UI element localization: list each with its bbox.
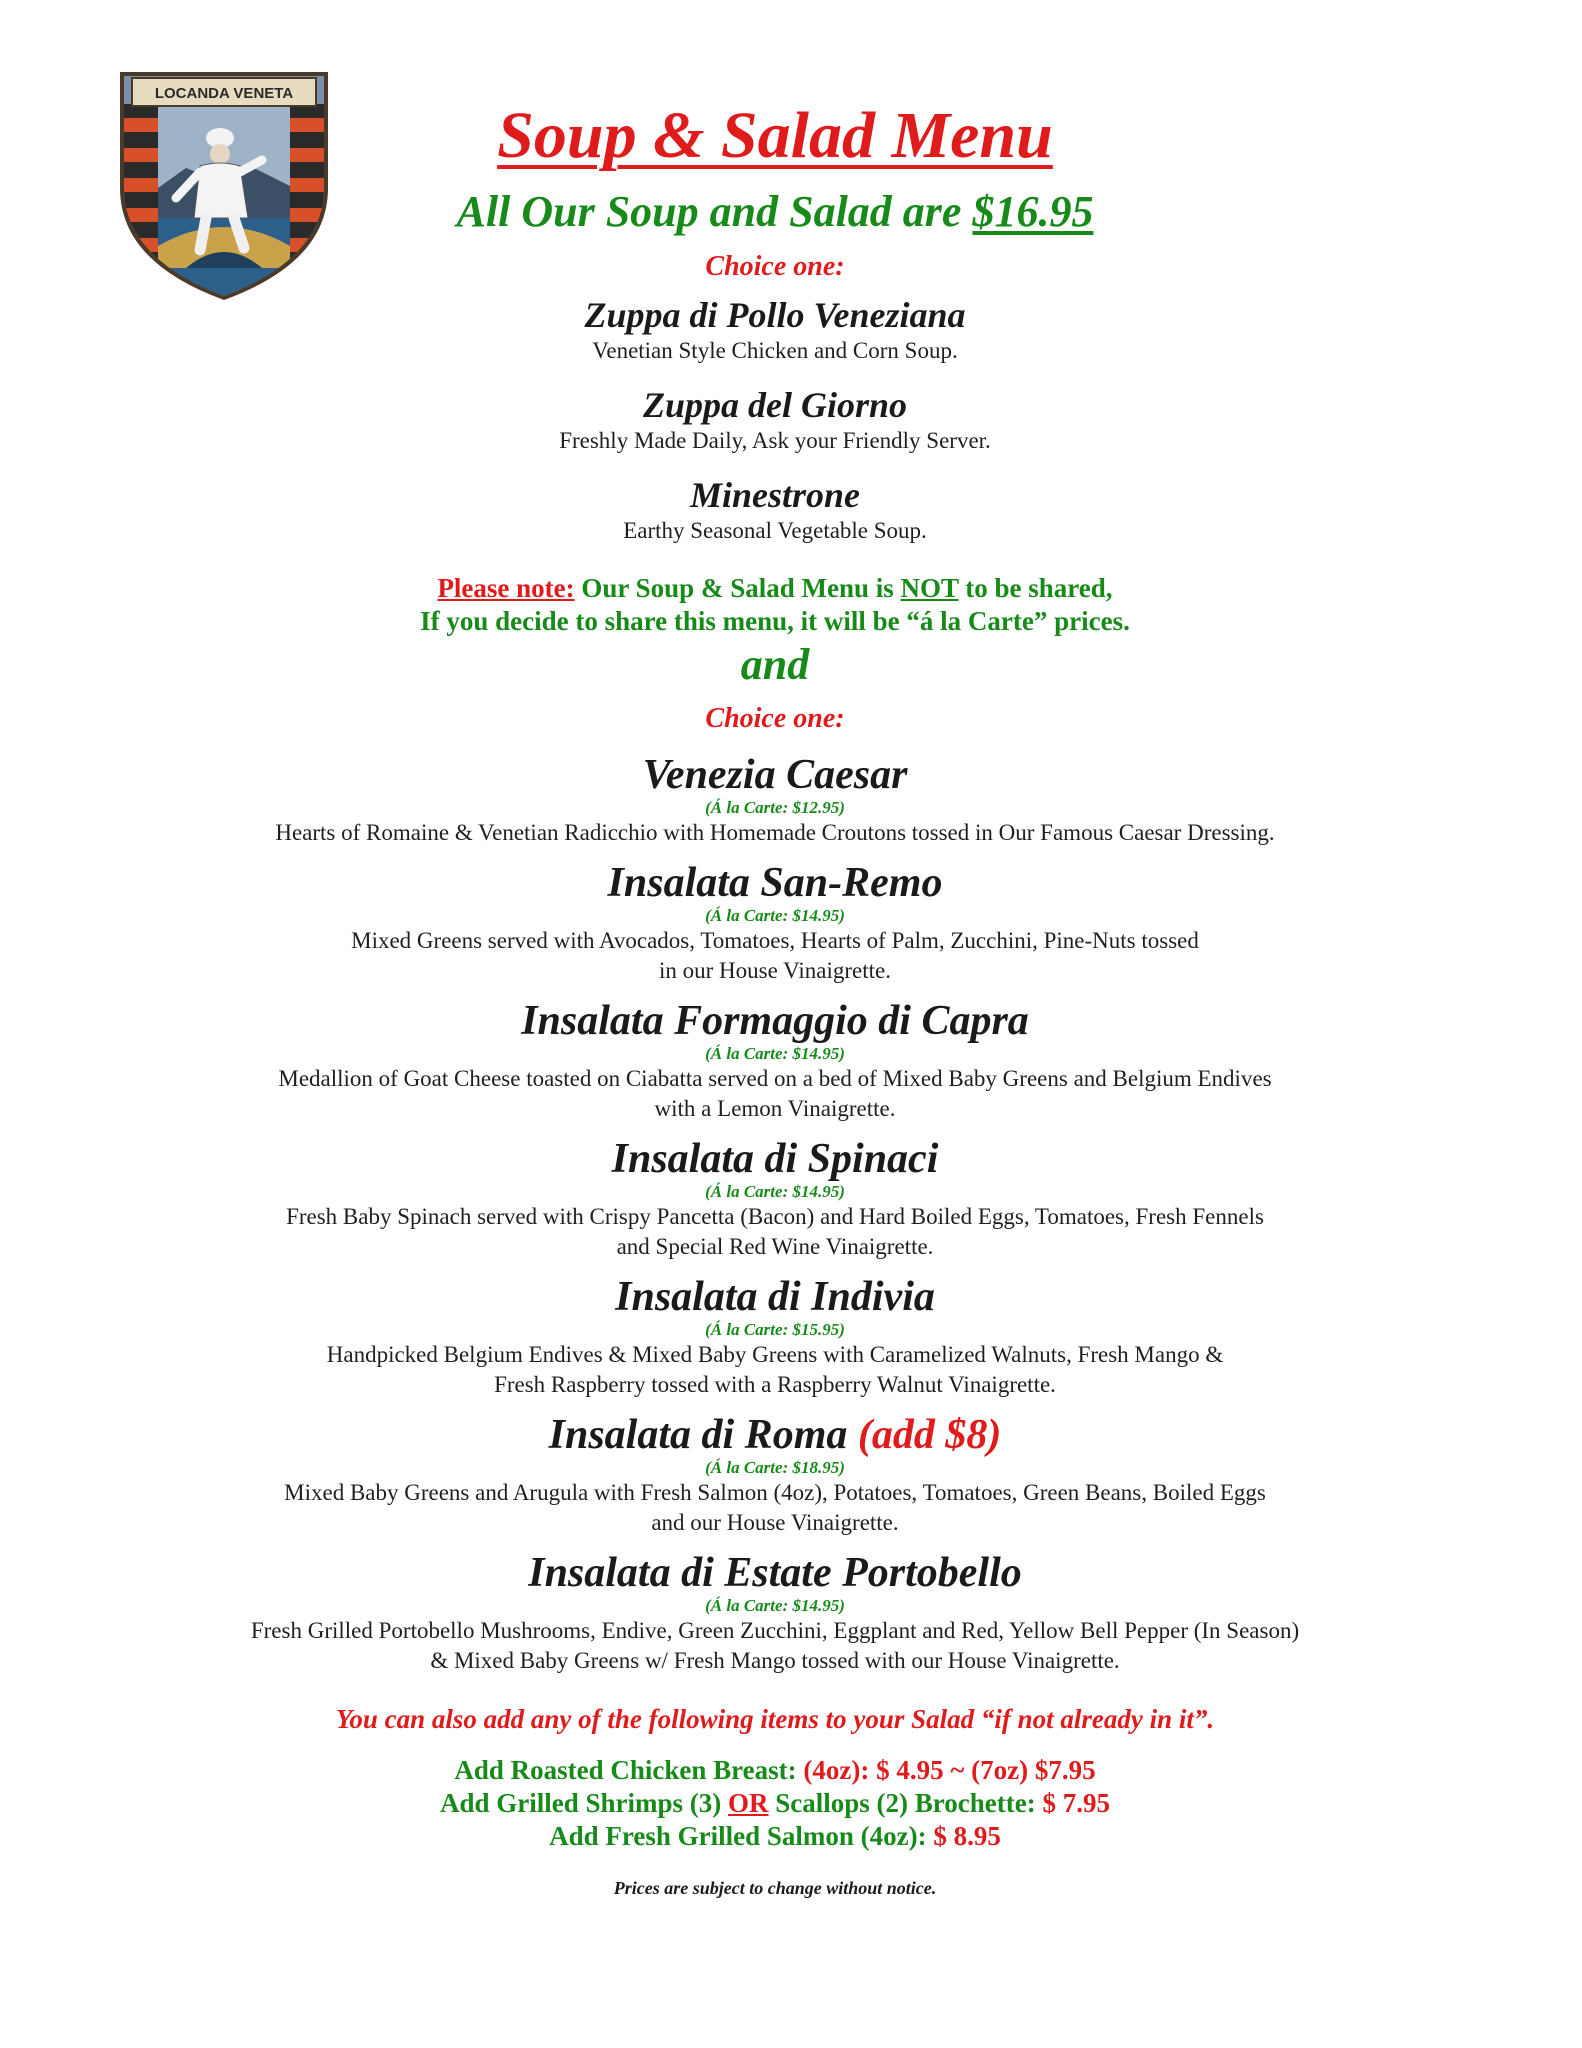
salad-desc: Fresh Grilled Portobello Mushrooms, Endive, Green Zucchini, Eggplant and Red, Yellow Bell Pepper (In Season)	[250, 1618, 1300, 1643]
addon-price: $ 7.95	[1042, 1788, 1110, 1818]
alacarte-price	[80, 798, 1470, 818]
alacarte-value: : $12.95)	[782, 798, 845, 817]
alacarte-label: (Á la Carte	[705, 1458, 783, 1477]
alacarte-value: : $15.95)	[782, 1320, 845, 1339]
salad-name-text: Venezia Caesar	[642, 752, 908, 798]
menu-content	[80, 96, 1470, 1899]
note-text-b: to be shared,	[958, 573, 1113, 603]
addon-shrimp-scallops	[80, 1787, 1470, 1820]
salad-name-text: Insalata San-Remo	[607, 860, 943, 906]
addon-label: Add Fresh Grilled Salmon (4oz):	[549, 1821, 934, 1851]
soup-desc: Venetian Style Chicken and Corn Soup.	[592, 338, 958, 363]
alacarte-label: (Á la Carte	[705, 1182, 783, 1201]
and-label: and	[740, 640, 810, 689]
salad-item	[80, 1550, 1470, 1676]
addon-label: Add Grilled Shrimps (3)	[439, 1788, 729, 1818]
soup-item	[80, 384, 1470, 456]
note-not: NOT	[900, 573, 959, 603]
salad-name	[80, 998, 1470, 1044]
salad-desc: Mixed Baby Greens and Arugula with Fresh Salmon (4oz), Potatoes, Tomatoes, Green Beans, Boiled Eggs	[284, 1480, 1266, 1505]
salad-desc: Fresh Raspberry tossed with a Raspberry Walnut Vinaigrette.	[494, 1372, 1056, 1397]
addons-list	[80, 1754, 1470, 1853]
salad-extra-charge: (add $8)	[847, 1412, 1002, 1458]
alacarte-value: : $14.95)	[782, 906, 845, 925]
alacarte-price	[80, 1596, 1470, 1616]
alacarte-value: : $18.95)	[782, 1458, 845, 1477]
alacarte-label: (Á la Carte	[705, 1044, 783, 1063]
salad-name	[80, 1274, 1470, 1320]
subtitle-price: $16.95	[972, 187, 1094, 236]
alacarte-value: : $14.95)	[782, 1182, 845, 1201]
salad-name	[80, 752, 1470, 798]
salad-item	[80, 752, 1470, 848]
salad-desc: Fresh Baby Spinach served with Crispy Pancetta (Bacon) and Hard Boiled Eggs, Tomatoes, Fresh Fennels	[286, 1204, 1264, 1229]
salad-desc: Medallion of Goat Cheese toasted on Ciabatta served on a bed of Mixed Baby Greens and Belgium Endives	[278, 1066, 1272, 1091]
alacarte-price	[80, 1044, 1470, 1064]
salad-desc: Hearts of Romaine & Venetian Radicchio with Homemade Croutons tossed in Our Famous Caesar Dressing.	[275, 820, 1275, 845]
alacarte-label: (Á la Carte	[705, 1596, 783, 1615]
soup-desc: Freshly Made Daily, Ask your Friendly Server.	[559, 428, 991, 453]
salad-name-text: Insalata Formaggio di Capra	[521, 998, 1029, 1044]
salad-name-text: Insalata di Indivia	[615, 1274, 935, 1320]
soup-name: Zuppa del Giorno	[642, 385, 908, 425]
salad-item	[80, 860, 1470, 986]
note-label: Please note:	[437, 573, 575, 603]
alacarte-price	[80, 1182, 1470, 1202]
addon-salmon	[80, 1820, 1470, 1853]
salad-name	[80, 860, 1470, 906]
soup-desc: Earthy Seasonal Vegetable Soup.	[623, 518, 927, 543]
addon-price: $ 8.95	[933, 1821, 1001, 1851]
alacarte-label: (Á la Carte	[705, 798, 783, 817]
addon-chicken	[80, 1754, 1470, 1787]
page-title: Soup & Salad Menu	[497, 99, 1053, 172]
salad-desc: with a Lemon Vinaigrette.	[654, 1096, 896, 1121]
addon-label: Add Roasted Chicken Breast:	[454, 1755, 804, 1785]
alacarte-label: (Á la Carte	[705, 1320, 783, 1339]
salad-choice-label: Choice one:	[705, 703, 845, 734]
alacarte-price	[80, 1458, 1470, 1478]
soup-choice-label: Choice one:	[705, 251, 845, 282]
salad-desc: and our House Vinaigrette.	[651, 1510, 899, 1535]
salad-desc: Handpicked Belgium Endives & Mixed Baby Greens with Caramelized Walnuts, Fresh Mango &	[326, 1342, 1224, 1367]
sharing-note	[80, 572, 1470, 638]
price-subtitle	[80, 186, 1470, 238]
salad-name	[80, 1136, 1470, 1182]
salad-desc: in our House Vinaigrette.	[659, 958, 891, 983]
alacarte-value: : $14.95)	[782, 1044, 845, 1063]
salad-item	[80, 1274, 1470, 1400]
note-text-line2: If you decide to share this menu, it will be “á la Carte” prices.	[420, 606, 1130, 636]
salad-item	[80, 998, 1470, 1124]
salad-name-text: Insalata di Roma	[548, 1412, 848, 1458]
logo-text: LOCANDA VENETA	[154, 85, 294, 102]
salad-item	[80, 1136, 1470, 1262]
salad-name	[80, 1550, 1470, 1596]
addon-price: (4oz): $ 4.95 ~ (7oz) $7.95	[803, 1755, 1096, 1785]
soup-name: Minestrone	[689, 475, 861, 515]
alacarte-label: (Á la Carte	[705, 906, 783, 925]
alacarte-price	[80, 1320, 1470, 1340]
soup-name: Zuppa di Pollo Veneziana	[584, 295, 966, 335]
salad-name-text: Insalata di Spinaci	[611, 1136, 939, 1182]
soup-item	[80, 474, 1470, 546]
salad-name	[80, 1412, 1470, 1458]
salad-item	[80, 1412, 1470, 1538]
alacarte-price	[80, 906, 1470, 926]
addons-intro: You can also add any of the following items to your Salad “if not already in it”.	[335, 1704, 1215, 1734]
price-disclaimer: Prices are subject to change without notice.	[613, 1878, 937, 1898]
salad-desc: Mixed Greens served with Avocados, Tomatoes, Hearts of Palm, Zucchini, Pine-Nuts tossed	[351, 928, 1199, 953]
subtitle-text: All Our Soup and Salad are	[456, 187, 973, 236]
salad-desc: and Special Red Wine Vinaigrette.	[616, 1234, 934, 1259]
note-text-a: Our Soup & Salad Menu is	[574, 573, 901, 603]
alacarte-value: : $14.95)	[782, 1596, 845, 1615]
addon-label: Scallops (2) Brochette:	[768, 1788, 1043, 1818]
soup-item	[80, 294, 1470, 366]
salad-name-text: Insalata di Estate Portobello	[528, 1550, 1022, 1596]
addon-or: OR	[728, 1788, 769, 1818]
salad-desc: & Mixed Baby Greens w/ Fresh Mango tossed with our House Vinaigrette.	[430, 1648, 1120, 1673]
